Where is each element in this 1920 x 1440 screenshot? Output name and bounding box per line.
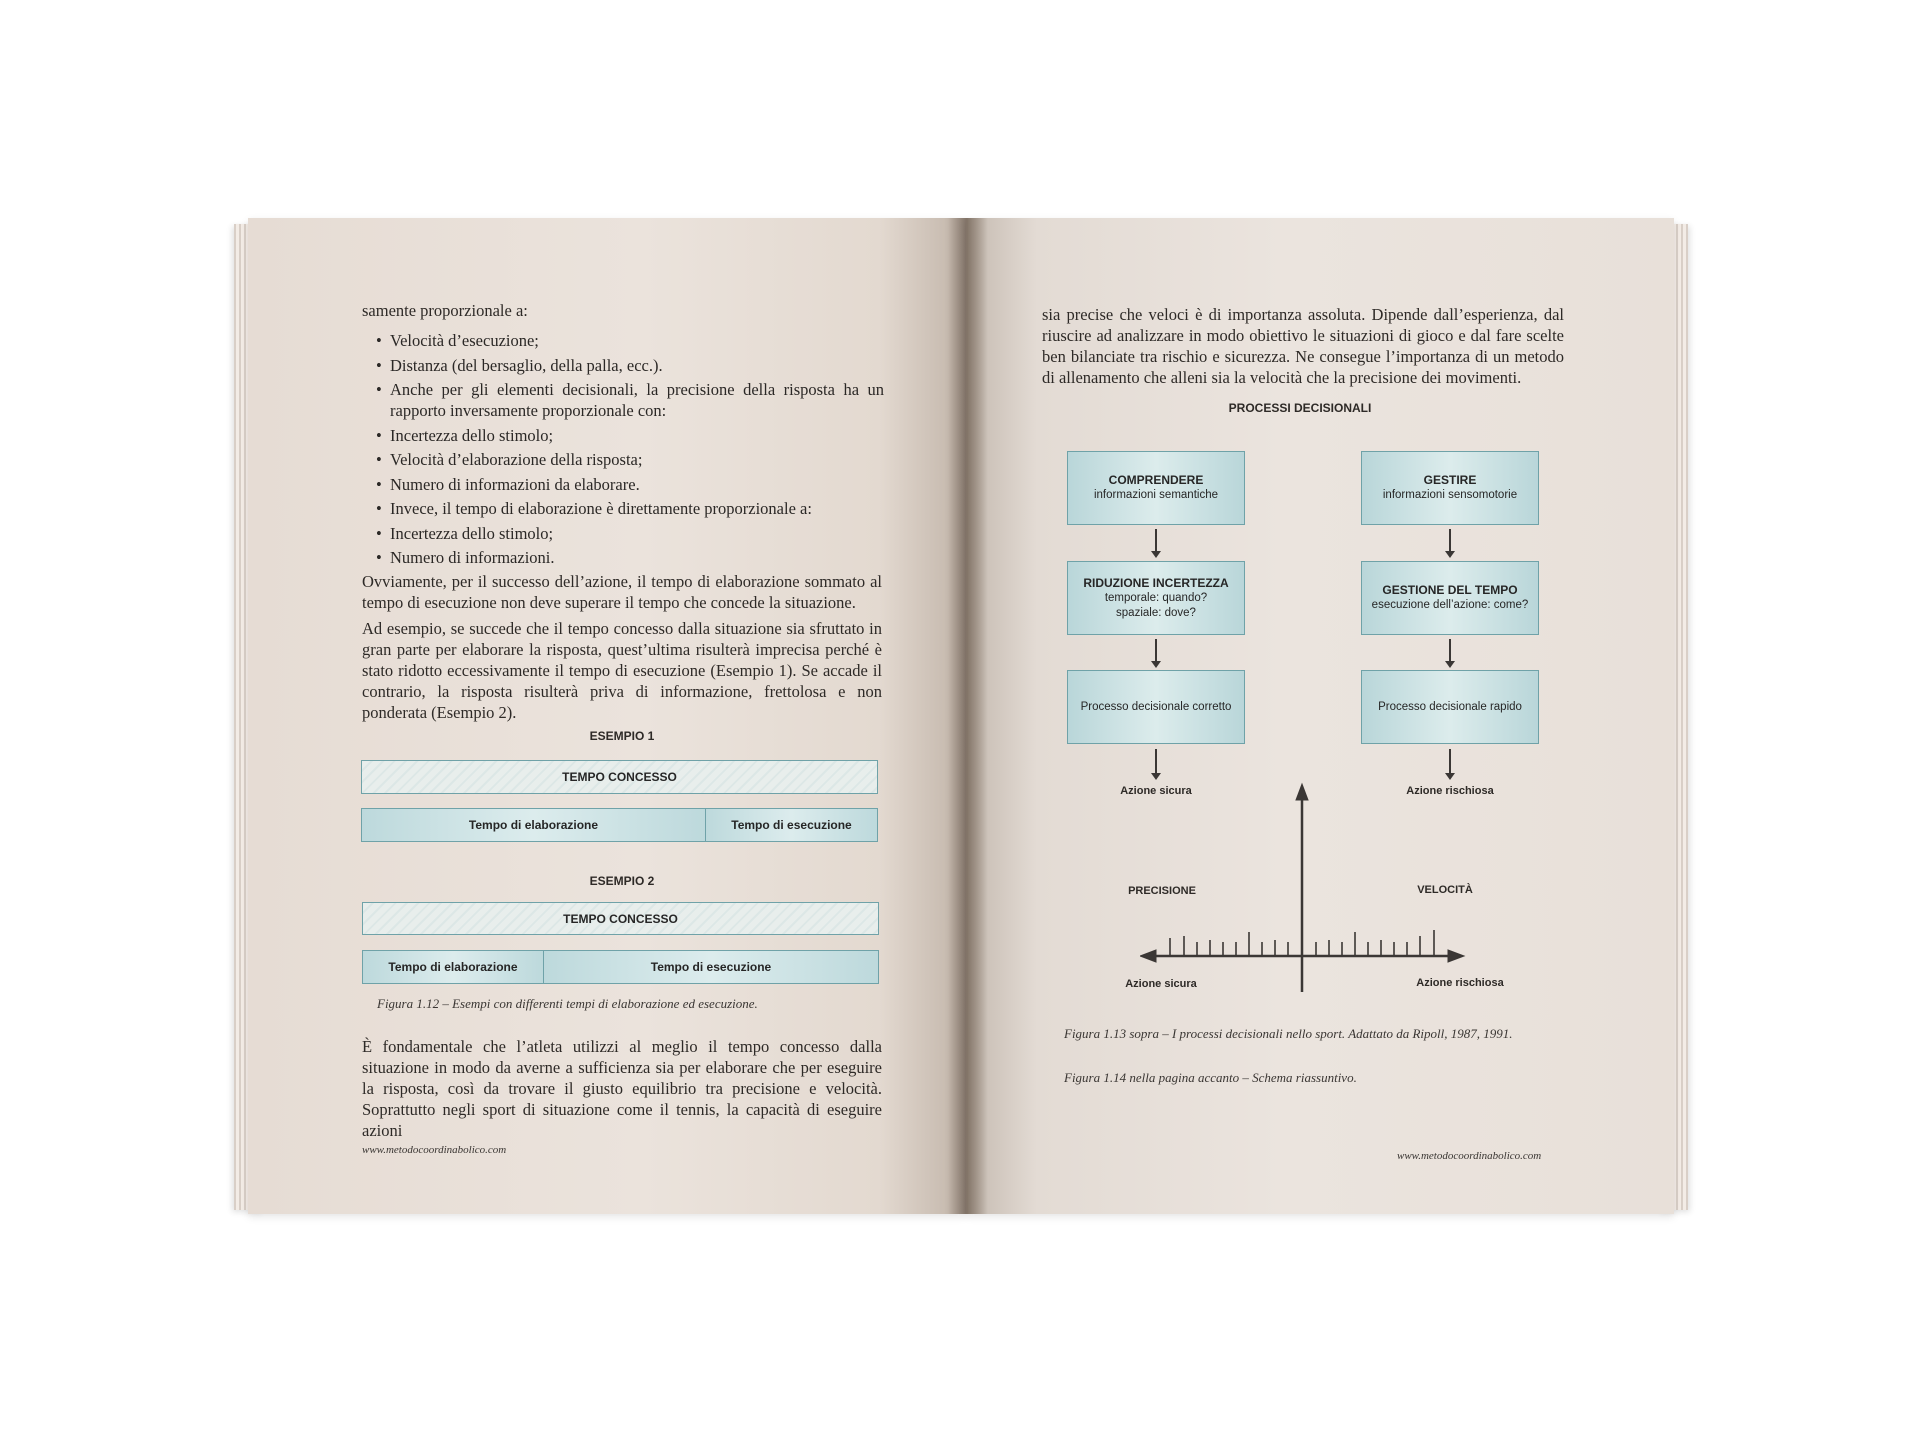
book-gutter (948, 218, 988, 1214)
box-title: GESTIONE DEL TEMPO (1382, 583, 1518, 597)
arrow-down-icon (1155, 749, 1157, 774)
axis-bottom-right: Azione rischiosa (1416, 977, 1504, 989)
paragraph-2: Ad esempio, se succede che il tempo concesso dalla situazione sia sfruttato in gran parte per elaborare la risposta, quest’ultima risulterà imprecisa perché è stato ridotto eccessivamente il tempo di esecuzione (Esempio 1). Se accade il contrario, la risposta risulterà priva di informazione, frettolosa e non ponderata (Esempio 2). (362, 619, 882, 722)
box-subtitle: informazioni sensomotorie (1382, 489, 1518, 501)
footer-url-left: www.metodocoordinabolico.com (362, 1144, 507, 1156)
arrow-down-icon (1155, 639, 1157, 662)
axis-label-velocita: VELOCITÀ (1417, 884, 1473, 896)
bullet-list (376, 330, 884, 572)
list-item: • Numero di informazioni da elaborare. (376, 474, 884, 495)
example-1-elaboration-bar (361, 808, 706, 842)
outcome-azione-rischiosa: Azione rischiosa (1406, 785, 1494, 797)
example-1-granted-bar (361, 760, 878, 794)
paragraph-1: Ovviamente, per il successo dell’azione, il tempo di elaborazione sommato al tempo di esecuzione non deve superare il tempo che concede la situazione. (362, 572, 882, 612)
example-2-title: ESEMPIO 2 (589, 874, 655, 888)
figure-caption-1-12: Figura 1.12 – Esempi con differenti tempi di elaborazione ed esecuzione. (377, 996, 758, 1011)
box-subtitle: esecuzione dell’azione: come? (1371, 599, 1529, 611)
axis-bottom-left: Azione sicura (1125, 978, 1197, 990)
box-subtitle: spaziale: dove? (1116, 606, 1196, 619)
box-title: GESTIRE (1423, 473, 1477, 487)
list-item: • Incertezza dello stimolo; (376, 425, 884, 446)
bar-label: Tempo di esecuzione (731, 818, 852, 832)
box-subtitle: temporale: quando? (1104, 591, 1208, 604)
list-item: • Invece, il tempo di elaborazione è direttamente proporzionale a: (376, 498, 884, 519)
list-item: • Velocità d’elaborazione della risposta; (376, 449, 884, 470)
intro-line: samente proporzionale a: (362, 301, 528, 320)
paragraph-3: È fondamentale che l’atleta utilizzi al meglio il tempo concesso dalla situazione in modo da averne a sufficienza sia per elaborare che per eseguire la risposta, così da trovare il giusto equilibrio tra precisione e velocità. Soprattutto negli sport di situazione come il tennis, la capacità di eseguire azioni (362, 1037, 882, 1140)
arrow-down-icon (1155, 529, 1157, 552)
box-text: Processo decisionale rapido (1378, 700, 1522, 713)
list-item: • Incertezza dello stimolo; (376, 523, 884, 544)
axis-label-precisione: PRECISIONE (1128, 885, 1196, 897)
example-2-elaboration-bar (362, 950, 544, 984)
list-item: • Numero di informazioni. (376, 547, 884, 568)
box-gestione-tempo (1361, 561, 1539, 635)
paragraph-right-1: sia precise che veloci è di importanza assoluta. Dipende dall’esperienza, dal riuscire ad analizzare in modo obiettivo le situazioni di gioco e dal fare scelte ben bilanciate tra rischio e sicurezza. Ne consegue l’importanza di un metodo di allenamento che alleni sia la velocità che la precisione dei movimenti. (1042, 305, 1564, 387)
box-riduzione-incertezza (1067, 561, 1245, 635)
example-1-execution-bar (705, 808, 878, 842)
bar-label: TEMPO CONCESSO (563, 911, 678, 926)
box-gestire (1361, 451, 1539, 525)
box-title: COMPRENDERE (1108, 473, 1204, 487)
list-item: • Anche per gli elementi decisionali, la precisione della risposta ha un rapporto inversamente proporzionale con: (376, 379, 884, 421)
bar-label: Tempo di elaborazione (388, 960, 518, 974)
figure-caption-1-13: Figura 1.13 sopra – I processi decisionali nello sport. Adattato da Ripoll, 1987, 1991. (1064, 1026, 1513, 1041)
example-2-execution-bar (543, 950, 879, 984)
arrow-down-icon (1449, 639, 1451, 662)
arrow-up-icon (1296, 784, 1308, 800)
arrow-right-icon (1448, 950, 1464, 962)
list-item: • Velocità d’esecuzione; (376, 330, 884, 351)
diagram-title: PROCESSI DECISIONALI (1228, 401, 1372, 415)
bar-label: Tempo di esecuzione (650, 960, 772, 974)
example-2-granted-bar (362, 902, 879, 935)
bar-label: TEMPO CONCESSO (562, 770, 677, 784)
footer-url-right: www.metodocoordinabolico.com (1397, 1150, 1542, 1162)
box-processo-corretto (1067, 670, 1245, 744)
figure-caption-1-14: Figura 1.14 nella pagina accanto – Schema riassuntivo. (1064, 1070, 1357, 1085)
bar-label: Tempo di elaborazione (468, 818, 599, 832)
arrow-left-icon (1140, 950, 1156, 962)
box-text: Processo decisionale corretto (1080, 700, 1232, 713)
arrow-down-icon (1449, 749, 1451, 774)
list-item: • Distanza (del bersaglio, della palla, ecc.). (376, 355, 884, 376)
outcome-azione-sicura: Azione sicura (1120, 785, 1192, 797)
box-comprendere (1067, 451, 1245, 525)
box-subtitle: informazioni semantiche (1093, 489, 1218, 501)
box-title: RIDUZIONE INCERTEZZA (1083, 575, 1229, 590)
example-1-title: ESEMPIO 1 (589, 729, 655, 743)
arrow-down-icon (1449, 529, 1451, 552)
box-processo-rapido (1361, 670, 1539, 744)
